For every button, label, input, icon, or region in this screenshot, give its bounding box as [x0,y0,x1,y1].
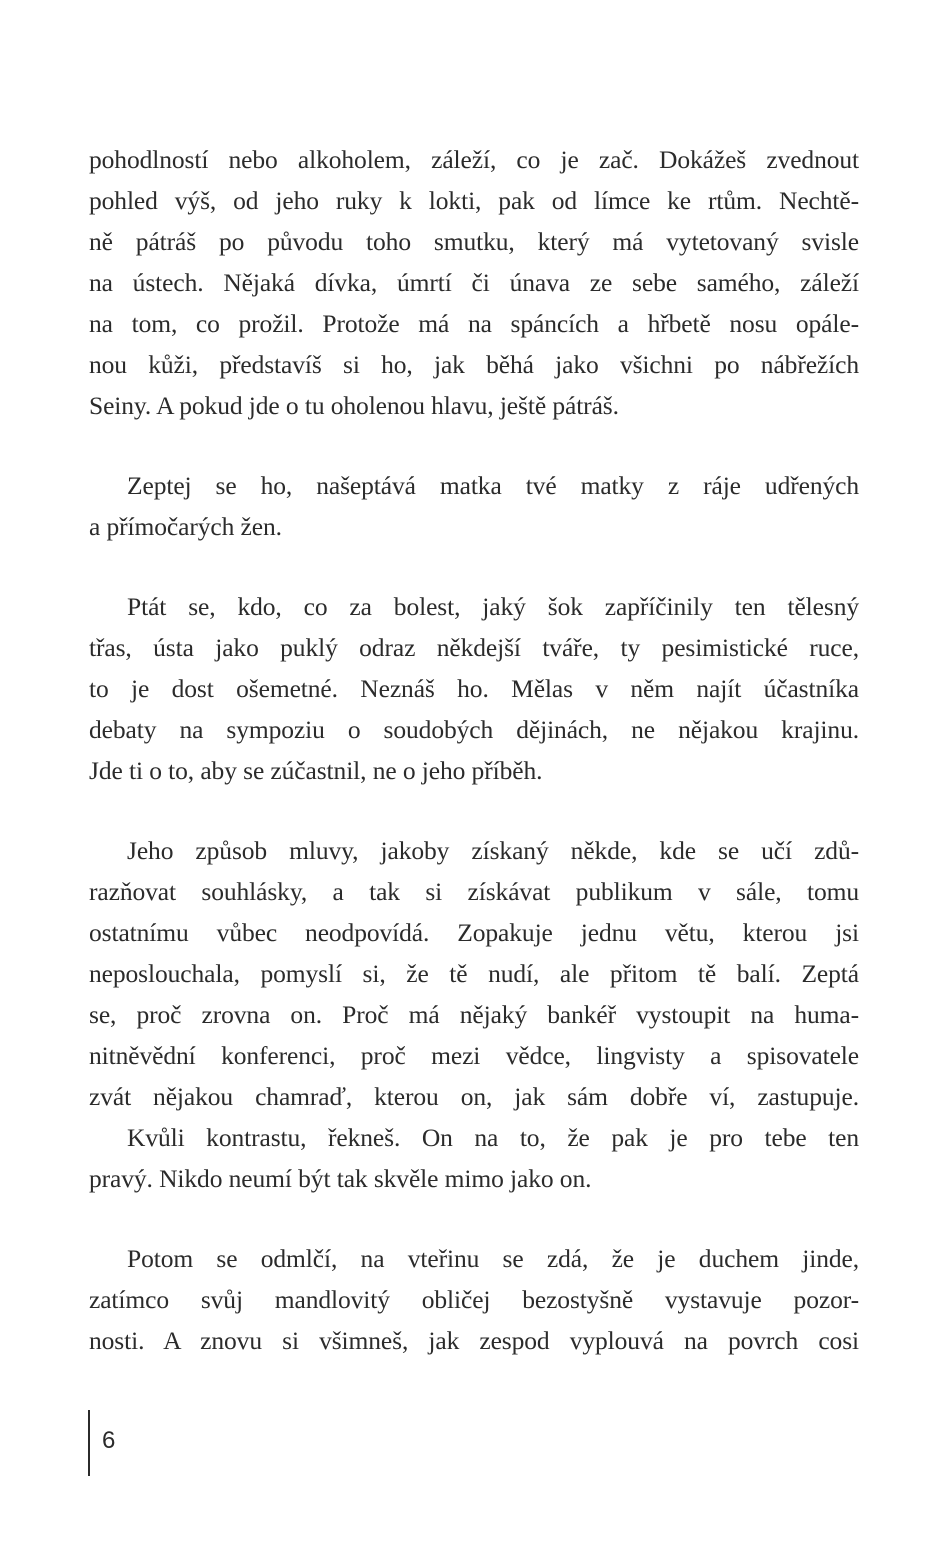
text-line: Potom se odmlčí, na vteřinu se zdá, že je duchem jinde, [127,1244,859,1273]
text-line: to je dost ošemetné. Neznáš ho. Mělas v něm najít účastníka [89,674,859,703]
paragraph [89,1238,859,1361]
text-line: Jeho způsob mluvy, jakoby získaný někde, kde se učí zdů- [127,836,859,865]
text-line: pohled výš, od jeho ruky k lokti, pak od límce ke rtům. Nechtě- [89,186,859,215]
text-line: ně pátráš po původu toho smutku, který má vytetovaný svisle [89,227,859,256]
text-line: pravý. Nikdo neumí být tak skvěle mimo jako on. [89,1164,592,1193]
paragraph-gap [89,1199,859,1238]
text-line: debaty na sympoziu o soudobých dějinách, ne nějakou krajinu. [89,715,859,744]
paragraph [89,830,859,1117]
text-line: Ptát se, kdo, co za bolest, jaký šok zapříčinily ten tělesný [127,592,859,621]
paragraph [89,139,859,426]
text-line: Jde ti o to, aby se zúčastnil, ne o jeho příběh. [89,756,543,785]
text-line: nou kůži, představíš si ho, jak běhá jako všichni po nábřežích [89,350,859,379]
text-line: Kvůli kontrastu, řekneš. On na to, že pak je pro tebe ten [127,1123,859,1152]
text-line: nosti. A znovu si všimneš, jak zespod vyplouvá na povrch cosi [89,1326,859,1355]
page-number: 6 [102,1427,116,1454]
paragraph-gap [89,426,859,465]
paragraph [89,465,859,547]
body-text [89,139,859,1361]
paragraph-gap [89,791,859,830]
paragraph [89,586,859,791]
text-line: Seiny. A pokud jde o tu oholenou hlavu, ještě pátráš. [89,391,619,420]
text-line: razňovat souhlásky, a tak si získávat publikum v sále, tomu [89,877,859,906]
text-line: pohodlností nebo alkoholem, záleží, co je zač. Dokážeš zvednout [89,145,859,174]
paragraph [89,1117,859,1199]
text-line: na ústech. Nějaká dívka, úmrtí či únava ze sebe samého, záleží [89,268,859,297]
text-line: nitněvědní konferenci, proč mezi vědce, lingvisty a spisovatele [89,1041,859,1070]
text-line: zvát nějakou chamraď, kterou on, jak sám dobře ví, zastupuje. [89,1082,859,1111]
text-line: Zeptej se ho, našeptává matka tvé matky z ráje udřených [127,471,859,500]
text-line: ostatnímu vůbec neodpovídá. Zopakuje jednu větu, kterou jsi [89,918,859,947]
text-line: zatímco svůj mandlovitý obličej bezostyšně vystavuje pozor- [89,1285,859,1314]
paragraph-gap [89,547,859,586]
text-line: se, proč zrovna on. Proč má nějaký bankéř vystoupit na huma- [89,1000,859,1029]
text-line: na tom, co prožil. Protože má na spáncích a hřbetě nosu opále- [89,309,859,338]
text-line: a přímočarých žen. [89,512,282,541]
text-line: neposlouchala, pomyslí si, že tě nudí, ale přitom tě balí. Zeptá [89,959,859,988]
text-line: třas, ústa jako puklý odraz někdejší tváře, ty pesimistické ruce, [89,633,859,662]
page-number-rule [88,1410,90,1476]
